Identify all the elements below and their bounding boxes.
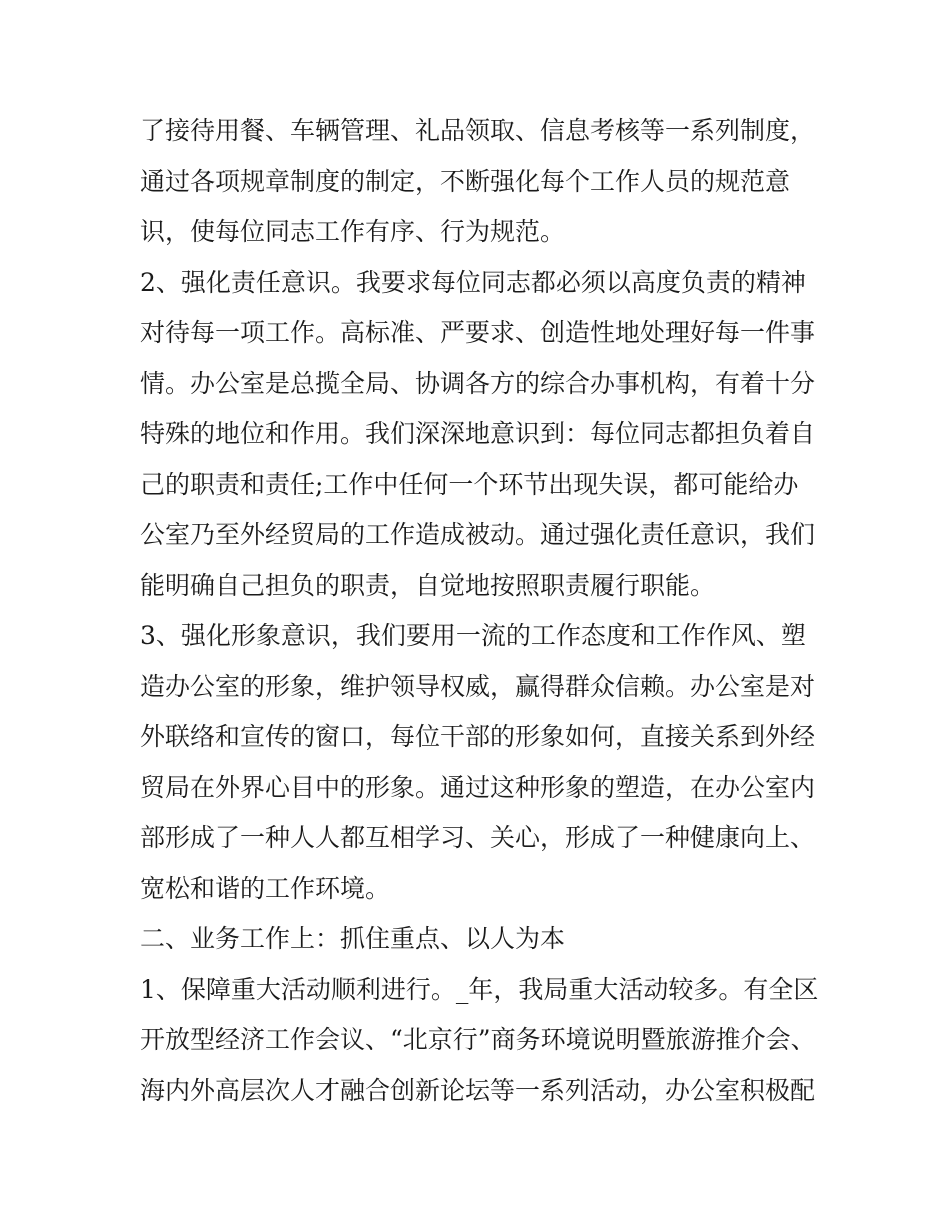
text-line: 己的职责和责任;工作中任何一个环节出现失误，都可能给办 (140, 469, 799, 499)
text-line: 情。办公室是总揽全局、协调各方的综合办事机构，有着十分 (140, 368, 816, 398)
text-line: 部形成了一种人人都互相学习、关心，形成了一种健康向上、 (140, 823, 816, 852)
text-line: 对待每一项工作。高标准、严要求、创造性地处理好每一件事 (140, 318, 816, 347)
text-line: 宽松和谐的工作环境。 (140, 873, 391, 903)
text-line: 3、强化形象意识，我们要用一流的工作态度和工作作风、塑 (140, 621, 806, 650)
body-text (140, 106, 820, 1116)
text-line: 外联络和宣传的窗口，每位干部的形象如何，直接关系到外经 (140, 722, 816, 751)
text-line: 公室乃至外经贸局的工作造成被动。通过强化责任意识，我们 (140, 520, 816, 549)
text-line: 开放型经济工作会议、“北京行”商务环境说明暨旅游推介会、 (140, 1025, 816, 1054)
text-line: 2、强化责任意识。我要求每位同志都必须以高度负责的精神 (140, 267, 806, 297)
text-line: 通过各项规章制度的制定，不断强化每个工作人员的规范意 (140, 166, 791, 196)
text-line: 特殊的地位和作用。我们深深地意识到：每位同志都担负着自 (140, 419, 816, 448)
text-line: 1、保障重大活动顺利进行。_年，我局重大活动较多。有全区 (140, 974, 819, 1004)
text-line: 识，使每位同志工作有序、行为规范。 (140, 217, 566, 246)
text-line: 贸局在外界心目中的形象。通过这种形象的塑造，在办公室内 (140, 772, 816, 802)
section-heading: 二、业务工作上：抓住重点、以人为本 (140, 924, 566, 953)
text-line: 造办公室的形象，维护领导权威，赢得群众信赖。办公室是对 (140, 671, 816, 701)
text-line: 能明确自己担负的职责，自觉地按照职责履行职能。 (140, 570, 716, 600)
text-line: 海内外高层次人才融合创新论坛等一系列活动，办公室积极配 (140, 1075, 816, 1105)
text-line: 了接待用餐、车辆管理、礼品领取、信息考核等一系列制度， (140, 116, 816, 145)
